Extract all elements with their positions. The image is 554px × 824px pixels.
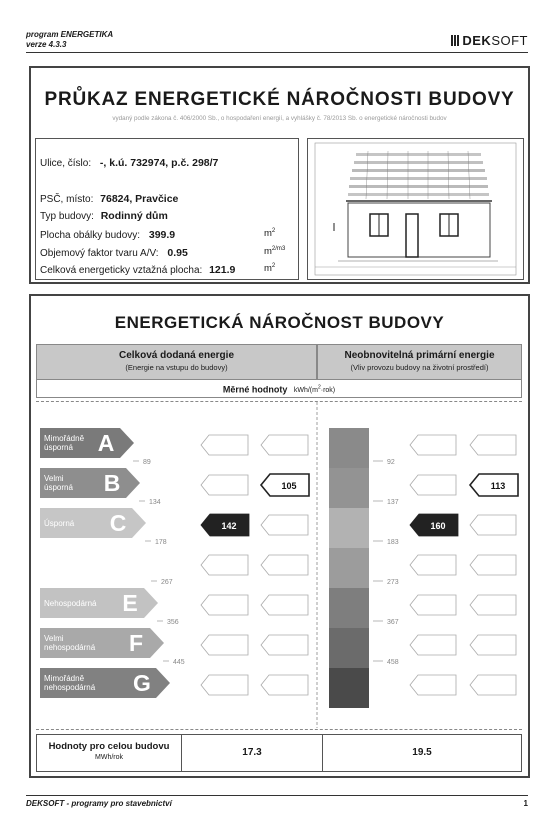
class-name-a: Mimořádně <box>44 434 85 443</box>
primary-placeholder-e <box>410 595 456 615</box>
whole-building-delivered-value: 17.3 <box>182 735 323 771</box>
footer-company: DEKSOFT - programy pro stavebnictví <box>26 799 172 808</box>
delivered-placeholder-d <box>201 555 248 575</box>
class-name-f: nehospodárná <box>44 643 96 652</box>
primary-limit-value: 367 <box>387 619 399 626</box>
class-name-g: nehospodárná <box>44 683 96 692</box>
delivered-placeholder-f <box>201 635 248 655</box>
delivered-limit-value: 356 <box>167 619 179 626</box>
primary-placeholder-f <box>410 635 456 655</box>
delivered-limit-value: 445 <box>173 659 185 666</box>
address-row <box>40 157 218 169</box>
primary-placeholder-2-f <box>470 635 516 655</box>
delivered-placeholder-2-c <box>261 515 308 535</box>
area-unit: $m^2$ <box>264 228 276 240</box>
class-name-g: Mimořádně <box>44 674 85 683</box>
logo-bold: DEK <box>462 33 492 48</box>
primary-energy-subtitle: (Vliv provozu budovy na životní prostředí) <box>350 363 489 372</box>
city-value: 76824, Pravčice <box>100 193 179 205</box>
program-info <box>26 30 113 50</box>
primary-energy-title: Neobnovitelná primární energie <box>344 350 495 361</box>
ref-area-unit: $m^2$ <box>264 263 276 275</box>
ref-area-value: 121.9 <box>209 264 236 276</box>
logo-bars-icon <box>451 35 459 46</box>
primary-limit-value: 183 <box>387 539 399 546</box>
specific-values-label: Měrné hodnoty <box>222 384 288 395</box>
energy-class-chart <box>31 296 528 736</box>
address-value: -, k.ú. 732974, p.č. 298/7 <box>99 157 219 169</box>
primary-placeholder-b <box>410 475 456 495</box>
program-name: program ENERGETIKA <box>26 30 114 39</box>
program-version: verze 4.3.3 <box>26 40 67 49</box>
class-letter-a: A <box>97 430 115 456</box>
class-letter-b: B <box>103 470 121 496</box>
city-row <box>40 193 178 205</box>
delivered-placeholder-e <box>201 595 248 615</box>
primary-bar-segment-g <box>329 668 369 708</box>
class-name-b: Velmi <box>44 474 64 483</box>
bottom-dashed-separator <box>36 729 522 730</box>
building-info <box>35 138 299 280</box>
energy-title: ENERGETICKÁ NÁROČNOST BUDOVY <box>114 313 445 332</box>
delivered-placeholder-2-a <box>261 435 308 455</box>
primary-placeholder-2-a <box>470 435 516 455</box>
certificate-subtitle: vydaný podle zákona č. 406/2000 Sb., o hospodaření energií, a vyhlášky č. 78/2013 Sb. o energetické náročnosti budov <box>112 115 447 122</box>
primary-placeholder-a <box>410 435 456 455</box>
type-value: Rodinný dům <box>100 210 168 222</box>
type-row <box>40 210 168 222</box>
class-letter-f: F <box>128 630 144 656</box>
delivered-placeholder-2-g <box>261 675 308 695</box>
energy-performance-box <box>29 294 530 778</box>
primary-bar-segment-a <box>329 428 369 468</box>
shape-label: Objemový faktor tvaru A/V: <box>40 248 159 259</box>
class-name-f: Velmi <box>44 634 64 643</box>
delivered-placeholder-2-e <box>261 595 308 615</box>
class-name-e: Nehospodárná <box>44 599 97 608</box>
delivered-placeholder-a <box>201 435 248 455</box>
class-name-b: úsporná <box>44 483 73 492</box>
primary-bar-segment-b <box>329 468 369 508</box>
delivered-energy-subtitle: (Energie na vstupu do budovy) <box>125 363 228 372</box>
primary-placeholder-2-d <box>470 555 516 575</box>
class-letter-c: C <box>109 510 127 536</box>
shape-value: 0.95 <box>167 247 188 259</box>
certificate-header-box <box>29 66 530 284</box>
primary-limit-value: 458 <box>387 659 399 666</box>
delivered-actual-marker-value: 105 <box>281 481 297 491</box>
deksoft-logo <box>451 33 528 48</box>
primary-actual-marker-value: 113 <box>490 481 506 491</box>
class-name-c: Úsporná <box>44 519 75 528</box>
delivered-placeholder-2-d <box>261 555 308 575</box>
area-row <box>40 229 175 241</box>
primary-placeholder-2-e <box>470 595 516 615</box>
primary-bar-segment-c <box>329 508 369 548</box>
primary-bar-segment-f <box>329 628 369 668</box>
ref-area-row <box>40 264 235 276</box>
primary-required-marker-value: 160 <box>430 521 446 531</box>
primary-placeholder-g <box>410 675 456 695</box>
delivered-placeholder-g <box>201 675 248 695</box>
delivered-limit-value: 267 <box>161 579 173 586</box>
delivered-placeholder-2-f <box>261 635 308 655</box>
shape-row <box>40 247 188 259</box>
delivered-limit-value: 178 <box>155 539 167 546</box>
address-label: Ulice, číslo: <box>40 158 92 169</box>
primary-limit-value: 273 <box>387 579 399 586</box>
footer-divider <box>26 795 528 796</box>
primary-placeholder-d <box>410 555 456 575</box>
building-elevation-drawing <box>307 138 524 280</box>
whole-building-label: Hodnoty pro celou budovu MWh/rok <box>37 735 182 771</box>
primary-placeholder-2-c <box>470 515 516 535</box>
whole-building-unit: MWh/rok <box>95 754 123 761</box>
class-letter-e: E <box>122 590 138 616</box>
primary-limit-value: 92 <box>387 459 395 466</box>
delivered-required-marker-value: 142 <box>221 521 237 531</box>
class-letter-g: G <box>133 670 151 696</box>
house-elevation-icon <box>308 139 523 279</box>
primary-limit-value: 137 <box>387 499 399 506</box>
delivered-placeholder-b <box>201 475 248 495</box>
primary-placeholder-2-g <box>470 675 516 695</box>
primary-bar-segment-d <box>329 548 369 588</box>
page-number: 1 <box>523 799 528 808</box>
certificate-title: PRŮKAZ ENERGETICKÉ NÁROČNOSTI BUDOVY <box>44 89 515 110</box>
primary-bar-segment-e <box>329 588 369 628</box>
header-divider <box>26 52 528 53</box>
logo-light: SOFT <box>491 33 528 48</box>
type-label: Typ budovy: <box>40 211 94 222</box>
city-label: PSČ, místo: <box>40 194 94 205</box>
ref-area-label: Celková energeticky vztažná plocha: <box>40 265 203 276</box>
delivered-limit-value: 89 <box>143 459 151 466</box>
whole-building-primary-value: 19.5 <box>412 747 432 758</box>
delivered-energy-title: Celková dodaná energie <box>118 350 235 361</box>
area-value: 399.9 <box>148 229 176 241</box>
delivered-limit-value: 134 <box>149 499 161 506</box>
shape-unit: $m^{2/m3}$ <box>264 246 286 258</box>
area-label: Plocha obálky budovy: <box>40 230 141 241</box>
specific-values-unit: kWh/$(m^2\cdot rok)$ <box>293 385 336 395</box>
whole-building-values <box>36 734 522 772</box>
class-name-a: úsporná <box>44 443 73 452</box>
